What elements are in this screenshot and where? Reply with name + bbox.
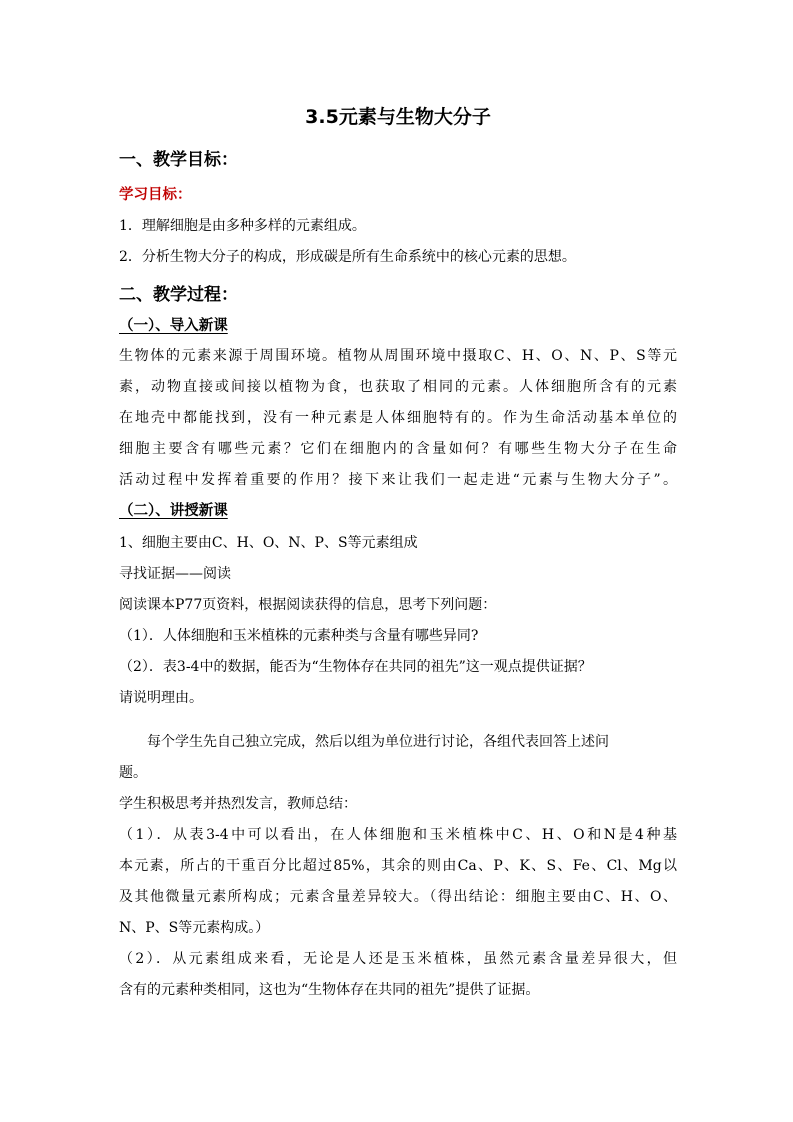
learning-goals-label: 学习目标：	[119, 186, 192, 203]
question-item: （1）．人体细胞和玉米植株的元素种类与含量有哪些异同?	[119, 628, 479, 644]
intro-paragraph-line: 生物体的元素来源于周围环境。植物从周围环境中摄取C、H、O、N、P、S等元	[119, 348, 677, 364]
question-item: （2）．表3-4中的数据，能否为“生物体存在共同的祖先”这一观点提供证据？	[119, 659, 592, 675]
intro-paragraph-line: 在地壳中都能找到，没有一种元素是人体细胞特有的。作为生命活动基本单位的	[119, 410, 677, 426]
lesson-line: 题。	[119, 765, 147, 781]
answer-line: （1）．从表3-4中可以看出，在人体细胞和玉米植株中C、H、O和N是4种基	[119, 827, 677, 843]
lesson-line: 每个学生先自己独立完成，然后以组为单位进行讨论，各组代表回答上述问	[119, 734, 609, 750]
answer-line: 及其他微量元素所构成；元素含量差异较大。（得出结论：细胞主要由C、H、O、	[119, 889, 677, 905]
section-heading-teaching-goals: 一、教学目标：	[119, 150, 238, 170]
answer-line: N、P、S等元素构成。）	[119, 920, 270, 936]
answer-line: （2）．从元素组成来看，无论是人还是玉米植株，虽然元素含量差异很大，但	[119, 951, 677, 967]
goal-item: 2．分析生物大分子的构成，形成碳是所有生命系统中的核心元素的思想。	[119, 249, 576, 265]
lesson-line: 学生积极思考并热烈发言，教师总结：	[119, 796, 357, 812]
answer-line: 本元素，所占的干重百分比超过85%，其余的则由Ca、P、K、S、Fe、Cl、Mg以	[119, 858, 677, 874]
intro-paragraph-line: 素，动物直接或间接以植物为食，也获取了相同的元素。人体细胞所含有的元素	[119, 379, 677, 395]
intro-paragraph-line: 细胞主要含有哪些元素？它们在细胞内的含量如何？有哪些生物大分子在生命	[119, 441, 677, 457]
lesson-line: 阅读课本P77页资料，根据阅读获得的信息，思考下列问题：	[119, 597, 497, 613]
subsection-heading-intro: （一）、导入新课	[119, 317, 228, 334]
lesson-line: 请说明理由。	[119, 690, 203, 706]
goal-item: 1．理解细胞是由多种多样的元素组成。	[119, 218, 366, 234]
lesson-line: 寻找证据——阅读	[119, 566, 231, 582]
intro-paragraph-line: 活动过程中发挥着重要的作用？接下来让我们一起走进“元素与生物大分子”。	[119, 472, 677, 488]
section-heading-teaching-process: 二、教学过程：	[119, 285, 238, 305]
lesson-line: 1、细胞主要由C、H、O、N、P、S等元素组成	[119, 535, 418, 551]
answer-line: 含有的元素种类相同，这也为“生物体存在共同的祖先”提供了证据。	[119, 982, 540, 998]
page-title: 3.5元素与生物大分子	[305, 106, 491, 128]
subsection-heading-new-lesson: （二）、讲授新课	[119, 502, 228, 519]
